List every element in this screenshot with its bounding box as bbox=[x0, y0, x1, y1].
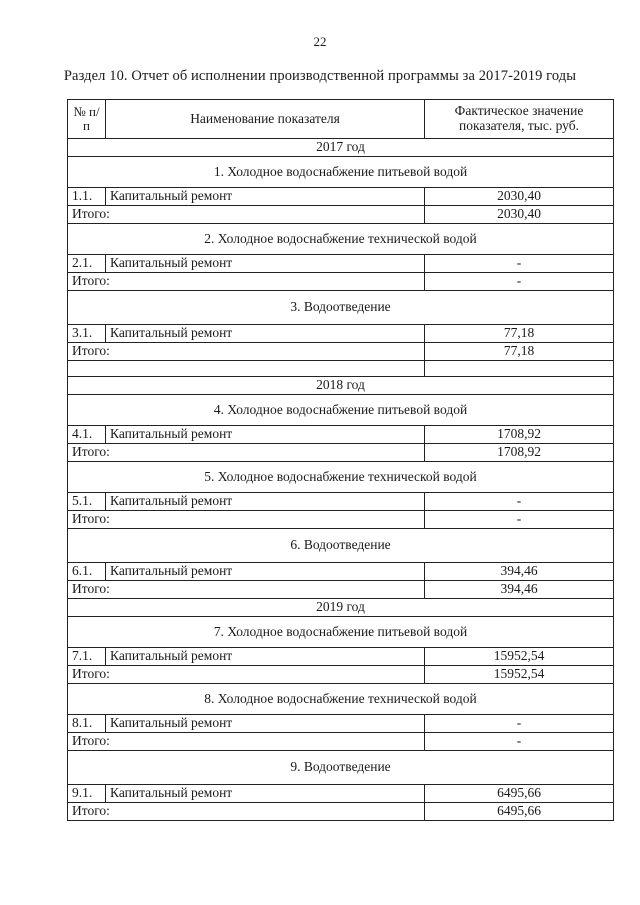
item-name: Капитальный ремонт bbox=[106, 188, 425, 206]
item-value: 1708,92 bbox=[425, 426, 614, 444]
spacer-cell bbox=[68, 361, 425, 377]
item-num: 3.1. bbox=[68, 325, 106, 343]
total-value: 394,46 bbox=[425, 581, 614, 599]
group-row bbox=[68, 395, 614, 426]
page-number: 22 bbox=[313, 34, 327, 49]
total-value: - bbox=[425, 733, 614, 751]
section-title: Раздел 10. Отчет об исполнении производственной программы за 2017-2019 годы bbox=[63, 68, 577, 84]
year-label: 2017 год bbox=[68, 139, 614, 157]
item-num: 2.1. bbox=[68, 255, 106, 273]
item-name: Капитальный ремонт bbox=[106, 493, 425, 511]
total-label: Итого: bbox=[68, 273, 425, 291]
item-num: 5.1. bbox=[68, 493, 106, 511]
table-row bbox=[68, 325, 614, 343]
total-value: 2030,40 bbox=[425, 206, 614, 224]
group-title: 7. Холодное водоснабжение питьевой водой bbox=[68, 617, 614, 648]
total-label: Итого: bbox=[68, 581, 425, 599]
group-title: 3. Водоотведение bbox=[68, 291, 614, 325]
group-row bbox=[68, 684, 614, 715]
total-value: - bbox=[425, 511, 614, 529]
total-row bbox=[68, 511, 614, 529]
item-name: Капитальный ремонт bbox=[106, 785, 425, 803]
item-num: 1.1. bbox=[68, 188, 106, 206]
total-label: Итого: bbox=[68, 666, 425, 684]
header-value: Фактическое значение показателя, тыс. руб. bbox=[425, 100, 614, 139]
group-row bbox=[68, 751, 614, 785]
item-value: 2030,40 bbox=[425, 188, 614, 206]
total-label: Итого: bbox=[68, 733, 425, 751]
total-row bbox=[68, 343, 614, 361]
item-name: Капитальный ремонт bbox=[106, 255, 425, 273]
group-title: 4. Холодное водоснабжение питьевой водой bbox=[68, 395, 614, 426]
item-value: 77,18 bbox=[425, 325, 614, 343]
table-row bbox=[68, 188, 614, 206]
group-title: 5. Холодное водоснабжение технической водой bbox=[68, 462, 614, 493]
item-value: 394,46 bbox=[425, 563, 614, 581]
group-row bbox=[68, 224, 614, 255]
item-name: Капитальный ремонт bbox=[106, 325, 425, 343]
item-num: 8.1. bbox=[68, 715, 106, 733]
total-value: 15952,54 bbox=[425, 666, 614, 684]
item-value: - bbox=[425, 255, 614, 273]
total-label: Итого: bbox=[68, 803, 425, 821]
total-label: Итого: bbox=[68, 343, 425, 361]
total-value: - bbox=[425, 273, 614, 291]
year-row bbox=[68, 377, 614, 395]
item-num: 7.1. bbox=[68, 648, 106, 666]
group-row bbox=[68, 291, 614, 325]
total-label: Итого: bbox=[68, 511, 425, 529]
item-name: Капитальный ремонт bbox=[106, 426, 425, 444]
total-row bbox=[68, 803, 614, 821]
group-title: 6. Водоотведение bbox=[68, 529, 614, 563]
item-num: 4.1. bbox=[68, 426, 106, 444]
group-row bbox=[68, 617, 614, 648]
item-value: - bbox=[425, 715, 614, 733]
group-title: 8. Холодное водоснабжение технической водой bbox=[68, 684, 614, 715]
table-row bbox=[68, 785, 614, 803]
table-row bbox=[68, 426, 614, 444]
year-label: 2018 год bbox=[68, 377, 614, 395]
item-name: Капитальный ремонт bbox=[106, 563, 425, 581]
year-row bbox=[68, 139, 614, 157]
table-header-row bbox=[68, 100, 614, 139]
table-row bbox=[68, 715, 614, 733]
year-label: 2019 год bbox=[68, 599, 614, 617]
total-value: 1708,92 bbox=[425, 444, 614, 462]
total-label: Итого: bbox=[68, 206, 425, 224]
year-row bbox=[68, 599, 614, 617]
group-title: 2. Холодное водоснабжение технической водой bbox=[68, 224, 614, 255]
table-row bbox=[68, 255, 614, 273]
item-value: 15952,54 bbox=[425, 648, 614, 666]
total-row bbox=[68, 581, 614, 599]
total-row bbox=[68, 733, 614, 751]
group-row bbox=[68, 462, 614, 493]
item-num: 9.1. bbox=[68, 785, 106, 803]
spacer-cell bbox=[425, 361, 614, 377]
report-table bbox=[67, 99, 614, 821]
group-title: 9. Водоотведение bbox=[68, 751, 614, 785]
total-value: 77,18 bbox=[425, 343, 614, 361]
header-name: Наименование показателя bbox=[106, 100, 425, 139]
total-row bbox=[68, 666, 614, 684]
group-row bbox=[68, 529, 614, 563]
group-title: 1. Холодное водоснабжение питьевой водой bbox=[68, 157, 614, 188]
header-num: № п/п bbox=[68, 100, 106, 139]
total-label: Итого: bbox=[68, 444, 425, 462]
group-row bbox=[68, 157, 614, 188]
item-value: 6495,66 bbox=[425, 785, 614, 803]
item-name: Капитальный ремонт bbox=[106, 648, 425, 666]
item-value: - bbox=[425, 493, 614, 511]
total-value: 6495,66 bbox=[425, 803, 614, 821]
table-row bbox=[68, 493, 614, 511]
item-num: 6.1. bbox=[68, 563, 106, 581]
table-row bbox=[68, 563, 614, 581]
table-row bbox=[68, 648, 614, 666]
total-row bbox=[68, 206, 614, 224]
total-row bbox=[68, 444, 614, 462]
total-row bbox=[68, 273, 614, 291]
item-name: Капитальный ремонт bbox=[106, 715, 425, 733]
spacer-row bbox=[68, 361, 614, 377]
